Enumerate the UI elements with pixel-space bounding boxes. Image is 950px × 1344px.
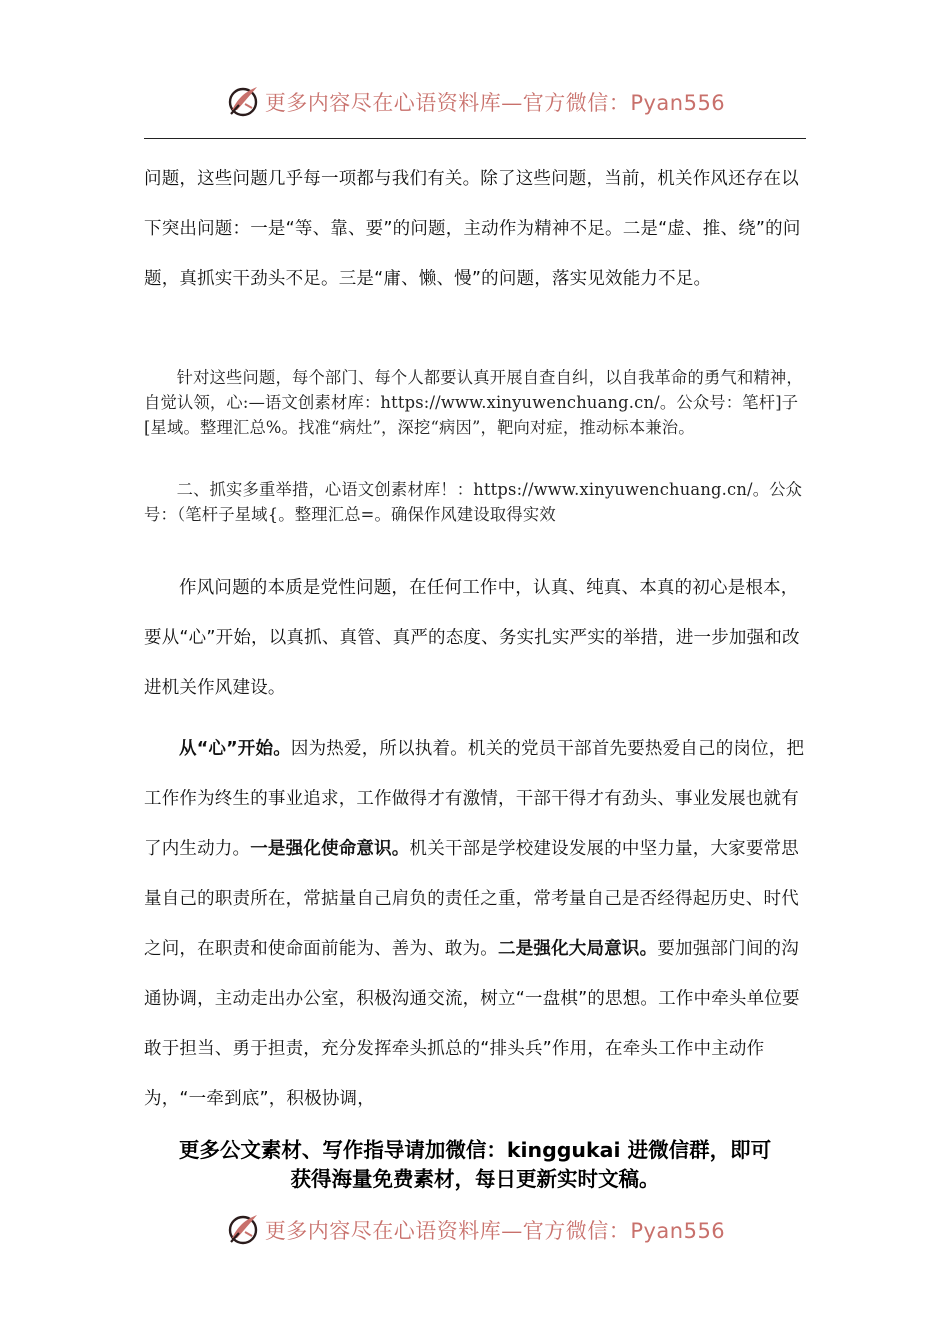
quill-logo-icon	[225, 84, 261, 120]
footer-banner	[0, 1208, 950, 1252]
header-divider	[144, 138, 806, 139]
section-heading-measures: 二、抓实多重举措，心语文创素材库！：https://www.xinyuwenchuang.cn/。公众号：（笔杆子星域{。整理汇总=。确保作风建设取得实效	[144, 480, 803, 524]
bold-mission: 一是强化使命意识。	[250, 839, 410, 859]
bold-overall: 二是强化大局意识。	[498, 939, 658, 959]
paragraph-issues: 问题，这些问题几乎每一项都与我们有关。除了这些问题，当前，机关作风还存在以下突出问题：一是“等、靠、要”的问题，主动作为精神不足。二是“虚、推、绕”的问题，真抓实干劲头不足。三是“庸、懒、慢”的问题，落实见效能力不足。	[144, 169, 801, 289]
banner-text: 更多内容尽在心语资料库—官方微信：Pyan556	[264, 91, 726, 115]
header-banner	[0, 80, 950, 124]
promo-notice: 更多公文素材、写作指导请加微信：kinggukai 进微信群，即可 获得海量免费素材，每日更新实时文稿。	[178, 1138, 772, 1191]
banner-text: 更多内容尽在心语资料库—官方微信：Pyan556	[264, 1219, 726, 1243]
paragraph-nature-of-style: 作风问题的本质是党性问题，在任何工作中，认真、纯真、本真的初心是根本，要从“心”开始，以真抓、真管、真严的态度、务实扎实严实的举措，进一步加强和改进机关作风建设。	[144, 578, 800, 698]
paragraph-start-from-heart: 从“心”开始。因为热爱，所以执着。机关的党员干部首先要热爱自己的岗位，把工作作为终生的事业追求，工作做得才有激情，干部干得才有劲头、事业发展也就有了内生动力。一是强化使命意识。机关干部是学校建设发展的中坚力量，大家要常思量自己的职责所在，常掂量自己肩负的责任之重，常考量自己是否经得起历史、时代之问，在职责和使命面前能为、善为、敢为。二是强化大局意识。要加强部门间的沟通协调，主动走出办公室，积极沟通交流，树立“一盘棋”的思想。工作中牵头单位要敢于担当、勇于担责，充分发挥牵头抓总的“排头兵”作用，在牵头工作中主动作为，“一牵到底”，积极协调，	[144, 739, 805, 1109]
paragraph-self-check: 针对这些问题，每个部门、每个人都要认真开展自查自纠，以自我革命的勇气和精神，自觉认领，心:—语文创素材库：https://www.xinyuwenchuang.cn/。公众号：笔杆]子[星域。整理汇总%。找准“病灶”，深挖“病因”，靶向对症，推动标本兼治。	[144, 368, 803, 437]
bold-lead: 从“心”开始。	[179, 739, 291, 759]
quill-logo-icon	[225, 1212, 261, 1248]
